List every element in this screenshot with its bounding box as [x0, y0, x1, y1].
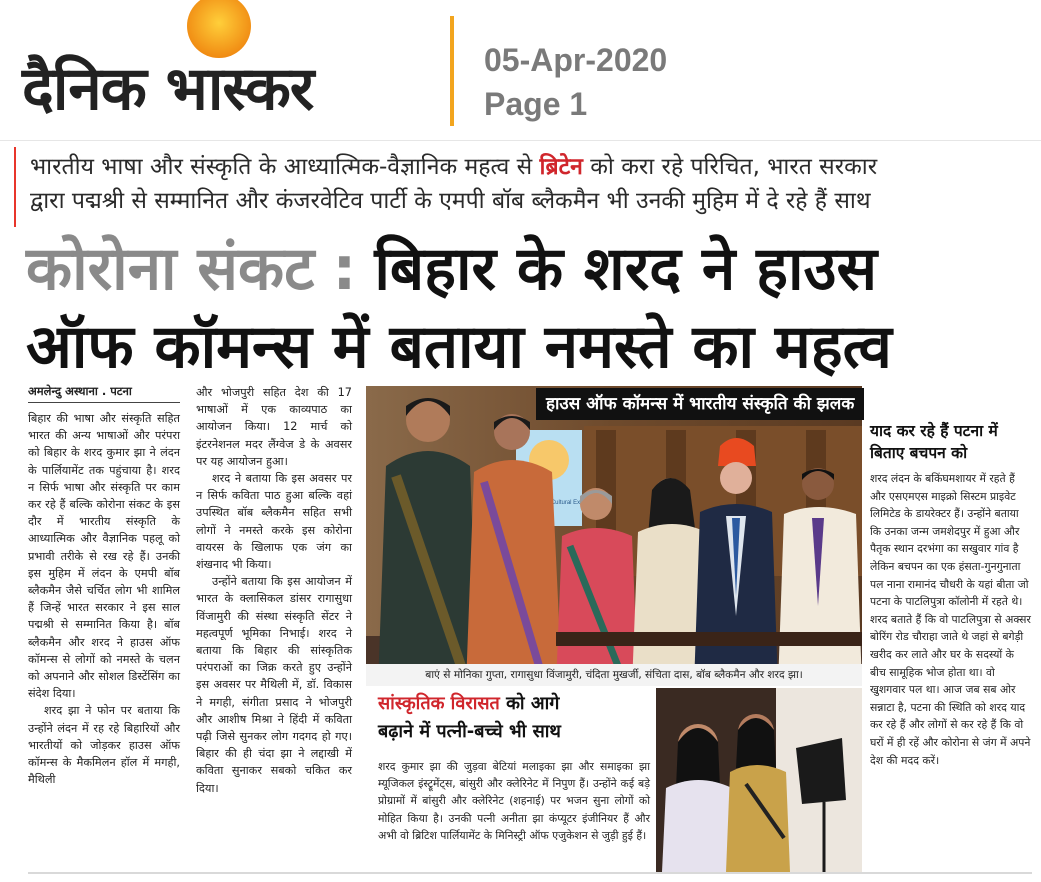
headline-line-2: ऑफ कॉमन्स में बताया नमस्ते का महत्व [26, 312, 892, 382]
banner-text: Cultural [550, 500, 572, 506]
byline: अमलेन्दु अस्थाना . पटना [28, 384, 132, 398]
edition-date: 05-Apr-2020 [484, 42, 668, 78]
article-column-1 [28, 410, 180, 788]
edition-page-number: Page 1 [484, 86, 588, 122]
substory-headline-highlight: सांस्कृतिक विरासत [378, 693, 500, 714]
group-photo-illustration [366, 386, 862, 686]
newspaper-logo: दैनिक भास्कर [22, 54, 314, 124]
sidebar-story [866, 420, 1032, 769]
photo-caption: बाएं से मोनिका गुप्ता, रागासुधा विंजामुरी, चंदिता मुखर्जी, संचिता दास, बॉब ब्लैकमैन और शरद झा। [366, 664, 862, 686]
column1-paragraph: बिहार की भाषा और संस्कृति सहित भारत की अन्य भाषाओं और परंपरा को बिहार के शरद कुमार झा ने लंदन के पार्लियामेंट तक पहुंचाया है। शरद न सिर्फ भाषा और संस्कृति पर काम कर रहे हैं बल्कि कोरोना संकट के इस दौर में भारतीय संस्कृति के आध्यात्मिक और वैज्ञानिक पहलू को प्रभावी तरीके से रख रहे हैं। उनकी इस मुहिम में लंदन के एमपी बॉब ब्लैकमैन जैसे चर्चित लोग भी शामिल हैं जिन्हें भारत सरकार ने इस साल पद्मश्री से सम्मानित किया है। बॉब ब्लैकमैन और शरद ने हाउस ऑफ कॉमन्स से लोगों को नमस्ते के चलन को अपनाने और सोशल डिस्टेंसिंग का संदेश दिया। [28, 412, 180, 701]
column2-paragraph: उन्होंने बताया कि इस आयोजन में भारत के क्लासिकल डांसर रागासुधा विंजामुरी की संस्था संस्कृति सेंटर ने महत्वपूर्ण भूमिका निभाई। शरद ने बताया कि बिहार की सांस्कृतिक परंपराओं का जिक्र करते हुए उन्होंने इस अवसर पर मैथिली में, डॉ. विकास ने मगही, संगीता प्रसाद ने भोजपुरी और आशीष मिश्रा ने हिंदी में कविता पढ़ी जिसे सुनकर लोग गदगद हो गए। बिहार की ही चंदा झा ने लद्दाखी में कविता सुनाकर सबको चकित कर दिया। [196, 575, 352, 795]
headline-separator: : [332, 234, 357, 304]
substory-headline: सांस्कृतिक विरासत को आगे बढ़ाने में पत्नी-बच्चे भी साथ [378, 693, 561, 742]
masthead [0, 0, 1041, 140]
photo-label: हाउस ऑफ कॉमन्स में भारतीय संस्कृति की झलक [536, 388, 864, 420]
sidebar-body: शरद लंदन के बकिंघमशायर में रहते हैं और एसएमएस माइक्रो सिस्टम प्राइवेट लिमिटेड के डायरेक्टर हैं। उन्होंने बताया कि उनका जन्म जमशेदपुर में हुआ और पैतृक स्थान दरभंगा का सखुवार गांव है लेकिन बचपन का एक हंसता-गुनगुनाता पल नाना रामानंद चौधरी के यहां बीता जो पटना के पाटलिपुत्रा कॉलोनी में रहते थे। शरद बताते हैं कि वो पाटलिपुत्रा से अक्सर बोरिंग रोड चौराहा जाते थे जहां से बगेड़ी खरीद कर लाते और घर के सदस्यों के बीच सामूहिक भोज होता था। वो खुशगवार पल था। आज जब सब ओर सन्नाटा है, पटना की स्थिति को शरद याद कर रहे हैं और लोगों से कर रहे हैं कि वो घरों में ही रहें और कोरोना से जंग में अपने देश की मदद करें। [870, 472, 1031, 767]
daughters-photo [656, 688, 862, 872]
substory-headline-line-2: बढ़ाने में पत्नी-बच्चे भी साथ [378, 721, 561, 742]
kicker-line-1: भारतीय भाषा और संस्कृति के आध्यात्मिक-वैज्ञानिक महत्व से ब्रिटेन को करा रहे परिचित, भारत सरकार [30, 154, 878, 180]
byline-rule [28, 402, 180, 403]
group-photo [366, 386, 862, 686]
kicker-accent-rule [14, 147, 16, 227]
sidebar-title: याद कर रहे हैं पटना में बिताए बचपन को [870, 422, 998, 462]
kicker-line-2: द्वारा पद्मश्री से सम्मानित और कंजरवेटिव पार्टी के एमपी बॉब ब्लैकमैन भी उनकी मुहिम में दे रहे हैं साथ [30, 188, 871, 214]
column2-paragraph: शरद ने बताया कि इस अवसर पर न सिर्फ कविता पाठ हुआ बल्कि वहां उपस्थित बॉब ब्लैकमैन सहित सभी लोगों ने नमस्ते करके इस कोरोना वायरस के खिलाफ एक जंग का शंखनाद भी किया। [196, 472, 352, 572]
bottom-rule [28, 872, 1032, 874]
headline-line-1: बिहार के शरद ने हाउस [374, 234, 878, 304]
main-headline [26, 230, 1036, 386]
kicker-highlight: ब्रिटेन [539, 154, 583, 180]
column1-paragraph: शरद झा ने फोन पर बताया कि उन्होंने लंदन में रह रहे बिहारियों और भारतीयों को जोड़कर हाउस ऑफ कॉमन्स के मैकमिलन हॉल में मगही, मैथिली [28, 704, 180, 787]
kicker-subheadline [30, 150, 1030, 218]
substory-body: शरद कुमार झा की जुड़वा बेटियां मलाइका झा और समाइका झा म्यूजिकल इंस्ट्रूमेंट्स, बांसुरी और क्लेरिनेट में निपुण हैं। उन्होंने कई बड़े प्रोग्रामों में बांसुरी और क्लेरिनेट (शहनाई) पर भजन सुना लोगों को मोहित किया है। उनकी पत्नी अनीता झा कंप्यूटर इंजीनियर हैं और अभी वो ब्रिटिश पार्लियामेंट के मिनिस्ट्री ऑफ एजुकेशन से जुड़ी हुई हैं। [378, 760, 650, 842]
column2-paragraph: और भोजपुरी सहित देश की 17 भाषाओं में एक काव्यपाठ का आयोजन किया। 12 मार्च को इंटरनेशनल मदर लैंग्वेज डे के अवसर पर यह आयोजन हुआ। [196, 386, 352, 468]
daughters-photo-illustration [656, 688, 862, 872]
masthead-divider [450, 16, 454, 126]
headline-topic-tag: कोरोना संकट [26, 234, 315, 304]
article-column-2 [196, 384, 352, 797]
